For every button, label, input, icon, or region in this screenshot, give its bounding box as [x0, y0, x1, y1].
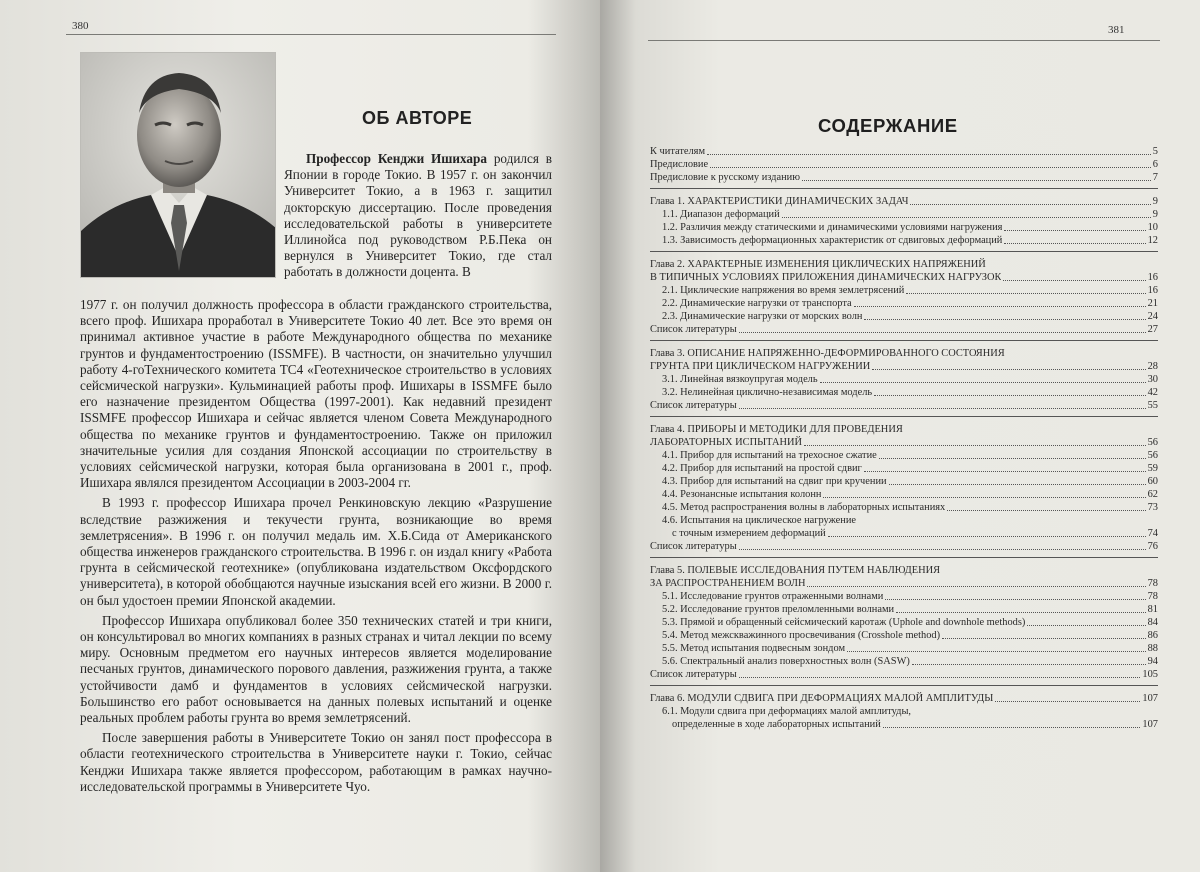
toc-section [650, 297, 1158, 310]
toc-references [650, 540, 1158, 553]
toc-section [650, 629, 1158, 642]
toc-page-number: 55 [1147, 400, 1158, 411]
toc-references [650, 668, 1158, 681]
toc-title: 5.3. Прямой и обращенный сейсмический каротаж (Uphole and downhole methods) [662, 617, 1026, 628]
toc-section [650, 386, 1158, 399]
toc-title: 1.1. Диапазон деформаций [662, 209, 780, 220]
toc-section [650, 590, 1158, 603]
toc-title: Список литературы [650, 400, 737, 411]
toc-title: Глава 1. ХАРАКТЕРИСТИКИ ДИНАМИЧЕСКИХ ЗАДАЧ [650, 196, 909, 207]
toc-page-number: 12 [1147, 235, 1158, 246]
bio-body [80, 297, 552, 799]
toc-section [650, 642, 1158, 655]
toc-page-number: 16 [1147, 285, 1158, 296]
toc-title: 5.5. Метод испытания подвесным зондом [662, 643, 846, 654]
toc-section [650, 655, 1158, 668]
toc-title: Предисловие к русскому изданию [650, 172, 800, 183]
header-rule [66, 34, 556, 35]
toc-page-number: 86 [1147, 630, 1158, 641]
toc-title: 2.2. Динамические нагрузки от транспорта [662, 298, 852, 309]
toc-title: 4.4. Резонансные испытания колонн [662, 489, 822, 500]
toc-page-number: 73 [1147, 502, 1158, 513]
toc-page-number: 5 [1152, 146, 1158, 157]
toc-title: 3.2. Нелинейная циклично-независимая модель [662, 387, 873, 398]
toc-page-number: 81 [1147, 604, 1158, 615]
toc-entry [650, 158, 1158, 171]
toc-title: Список литературы [650, 541, 737, 552]
toc-page-number: 62 [1147, 489, 1158, 500]
toc-section [650, 462, 1158, 475]
contents-heading: СОДЕРЖАНИЕ [818, 115, 958, 136]
toc-section [650, 449, 1158, 462]
toc-section [650, 527, 1158, 540]
toc-page-number: 84 [1147, 617, 1158, 628]
page-number: 380 [72, 20, 89, 32]
toc-section [650, 373, 1158, 386]
toc-section [650, 718, 1158, 731]
toc-references [650, 323, 1158, 336]
toc-page-number: 28 [1147, 361, 1158, 372]
toc-chapter [650, 271, 1158, 284]
toc-chapter [650, 692, 1158, 705]
toc-section [650, 501, 1158, 514]
bio-paragraph: 1977 г. он получил должность профессора в области гражданского строительства, всего проф. Ишихара проработал в Университете Токио 40 лет. Все это время он принимал активное участие в работе Международного общества по механике грунтов и фундаментостроению (ISSMFE). В частности, он значительно улучшил работу 4-гоТехнического комитета ТС4 «Геотехническое строительство в условиях сейсмической нагрузки». Кульминацией работы проф. Ишихары в ISSMFE было его назначение президентом Общества (1997-2001). Как недавний президент ISSMFE профессор Ишихара и сейчас является членом Совета Международного общества по механике грунтов и фундаментостроению. Также он приложил значительные усилия для создания Японской ассоциации по строительству в условиях сейсмической нагрузки, которая была организована в 2001 г., проф. Ишихара являлся президентом Ассоциации в 2003-2004 гг. [80, 297, 552, 491]
toc-page-number: 10 [1147, 222, 1158, 233]
bio-paragraph: Профессор Ишихара опубликовал более 350 технических статей и три книги, он консультировал во многих компаниях в разных странах и читал лекции по всему миру. Основным предметом его научных интересов является моделирование песчаных грунтов, динамического порового давления, разжижения грунта, а также устойчивости дамб и фундаментов в условиях сейсмической нагрузки. Большинство его работ основывается на данных полевых испытаний и оценке реальных проблем работы грунта во время землетрясений. [80, 612, 552, 726]
toc-title: ЛАБОРАТОРНЫХ ИСПЫТАНИЙ [650, 437, 802, 448]
toc-section-title: 6.1. Модули сдвига при деформациях малой амплитуды, [662, 706, 912, 717]
toc-section [650, 310, 1158, 323]
chapter-divider [650, 685, 1158, 686]
toc-title: 4.2. Прибор для испытаний на простой сдвиг [662, 463, 862, 474]
toc-title: 4.5. Метод распространения волны в лабораторных испытаниях [662, 502, 946, 513]
chapter-divider [650, 416, 1158, 417]
toc-page-number: 27 [1147, 324, 1158, 335]
toc-title: В ТИПИЧНЫХ УСЛОВИЯХ ПРИЛОЖЕНИЯ ДИНАМИЧЕСКИХ НАГРУЗОК [650, 272, 1002, 283]
toc-chapter [650, 436, 1158, 449]
chapter-divider [650, 557, 1158, 558]
toc-section [650, 488, 1158, 501]
toc-page-number: 16 [1147, 272, 1158, 283]
toc-entry [650, 171, 1158, 184]
toc-page-number: 59 [1147, 463, 1158, 474]
header-rule [648, 40, 1160, 41]
table-of-contents [650, 145, 1158, 731]
about-author-heading: ОБ АВТОРЕ [362, 108, 473, 128]
toc-page-number: 60 [1147, 476, 1158, 487]
toc-page-number: 88 [1147, 643, 1158, 654]
toc-section [650, 475, 1158, 488]
page-number: 381 [1108, 24, 1125, 36]
toc-chapter [650, 360, 1158, 373]
toc-title: ЗА РАСПРОСТРАНЕНИЕМ ВОЛН [650, 578, 806, 589]
toc-section [650, 234, 1158, 247]
toc-page-number: 107 [1142, 719, 1158, 730]
toc-page-number: 21 [1147, 298, 1158, 309]
toc-section [650, 208, 1158, 221]
toc-page-number: 105 [1142, 669, 1158, 680]
toc-title: Глава 6. МОДУЛИ СДВИГА ПРИ ДЕФОРМАЦИЯХ МАЛОЙ АМПЛИТУДЫ [650, 693, 994, 704]
toc-title: 4.3. Прибор для испытаний на сдвиг при кручении [662, 476, 887, 487]
portrait-image [81, 53, 276, 278]
toc-page-number: 74 [1147, 528, 1158, 539]
toc-page-number: 107 [1142, 693, 1158, 704]
chapter-divider [650, 251, 1158, 252]
toc-page-number: 78 [1147, 578, 1158, 589]
bio-column [284, 151, 552, 285]
toc-title: 2.1. Циклические напряжения во время землетрясений [662, 285, 905, 296]
toc-page-number: 42 [1147, 387, 1158, 398]
author-name: Профессор Кенджи Ишихара [306, 151, 487, 166]
toc-references [650, 399, 1158, 412]
toc-chapter-title: Глава 4. ПРИБОРЫ И МЕТОДИКИ ДЛЯ ПРОВЕДЕНИЯ [650, 424, 903, 435]
toc-page-number: 94 [1147, 656, 1158, 667]
toc-title: 4.1. Прибор для испытаний на трехосное сжатие [662, 450, 877, 461]
toc-title: К читателям [650, 146, 706, 157]
toc-title: 5.4. Метод межскважинного просвечивания (Crosshole method) [662, 630, 941, 641]
toc-chapter [650, 195, 1158, 208]
toc-title: Предисловие [650, 159, 709, 170]
toc-page-number: 9 [1152, 196, 1158, 207]
toc-title: 2.3. Динамические нагрузки от морских волн [662, 311, 863, 322]
toc-title: 3.1. Линейная вязкоупругая модель [662, 374, 818, 385]
toc-chapter-title: Глава 5. ПОЛЕВЫЕ ИССЛЕДОВАНИЯ ПУТЕМ НАБЛЮДЕНИЯ [650, 565, 941, 576]
chapter-divider [650, 188, 1158, 189]
toc-title: ГРУНТА ПРИ ЦИКЛИЧЕСКОМ НАГРУЖЕНИИ [650, 361, 871, 372]
toc-section [650, 221, 1158, 234]
toc-section [650, 616, 1158, 629]
toc-section-title: 4.6. Испытания на циклическое нагружение [662, 515, 857, 526]
bio-intro: родился в Японии в городе Токио. В 1957 г. он закончил Университет Токио, а в 1963 г. защитил докторскую диссертацию. После проведения исследовательской работы в университете Иллинойса под руководством Р.Б.Пека он вернулся в Университет Токио, где стал работать в должности доцента. В [284, 151, 552, 280]
toc-chapter [650, 577, 1158, 590]
toc-section [650, 284, 1158, 297]
toc-page-number: 56 [1147, 437, 1158, 448]
toc-page-number: 76 [1147, 541, 1158, 552]
bio-paragraph: В 1993 г. профессор Ишихара прочел Ренкиновскую лекцию «Разрушение вследствие разжижения и текучести грунта, возникающие во время землетрясения». В 1996 г. он получил медаль им. Х.Б.Сида от Американского общества инженеров гражданского строительства. В 1996 г. он издал книгу «Работа грунта в сейсмической геотехнике» (опубликована издательством Оксфордского университета), в которой обобщаются научные изыскания всей его жизни. В 2000 г. он был удостоен премии Японской академии. [80, 495, 552, 608]
toc-title: 5.1. Исследование грунтов отраженными волнами [662, 591, 884, 602]
toc-page-number: 9 [1152, 209, 1158, 220]
author-portrait [80, 52, 276, 278]
toc-chapter-title: Глава 2. ХАРАКТЕРНЫЕ ИЗМЕНЕНИЯ ЦИКЛИЧЕСКИХ НАПРЯЖЕНИЙ [650, 259, 986, 270]
chapter-divider [650, 340, 1158, 341]
right-page [600, 0, 1200, 872]
bio-paragraph: После завершения работы в Университете Токио он занял пост профессора в области геотехнического строительства в Университете науки г. Токио, сейчас Кенджи Ишихара также является профессором, работающим в рамках научно-исследовательской программы в Университете Чуо. [80, 730, 552, 794]
toc-title: 5.6. Спектральный анализ поверхностных волн (SASW) [662, 656, 910, 667]
toc-entry [650, 145, 1158, 158]
toc-title: 1.2. Различия между статическими и динамическими условиями нагружения [662, 222, 1003, 233]
toc-title: Список литературы [650, 324, 737, 335]
toc-chapter-title: Глава 3. ОПИСАНИЕ НАПРЯЖЕННО-ДЕФОРМИРОВАННОГО СОСТОЯНИЯ [650, 348, 1005, 359]
toc-page-number: 6 [1152, 159, 1158, 170]
toc-page-number: 30 [1147, 374, 1158, 385]
toc-title: определенные в ходе лабораторных испытаний [672, 719, 881, 730]
toc-title: 5.2. Исследование грунтов преломленными волнами [662, 604, 895, 615]
toc-page-number: 24 [1147, 311, 1158, 322]
toc-title: Список литературы [650, 669, 737, 680]
toc-page-number: 56 [1147, 450, 1158, 461]
toc-title: 1.3. Зависимость деформационных характеристик от сдвиговых деформаций [662, 235, 1003, 246]
toc-page-number: 7 [1152, 172, 1158, 183]
toc-section [650, 603, 1158, 616]
toc-title: с точным измерением деформаций [672, 528, 826, 539]
toc-page-number: 78 [1147, 591, 1158, 602]
